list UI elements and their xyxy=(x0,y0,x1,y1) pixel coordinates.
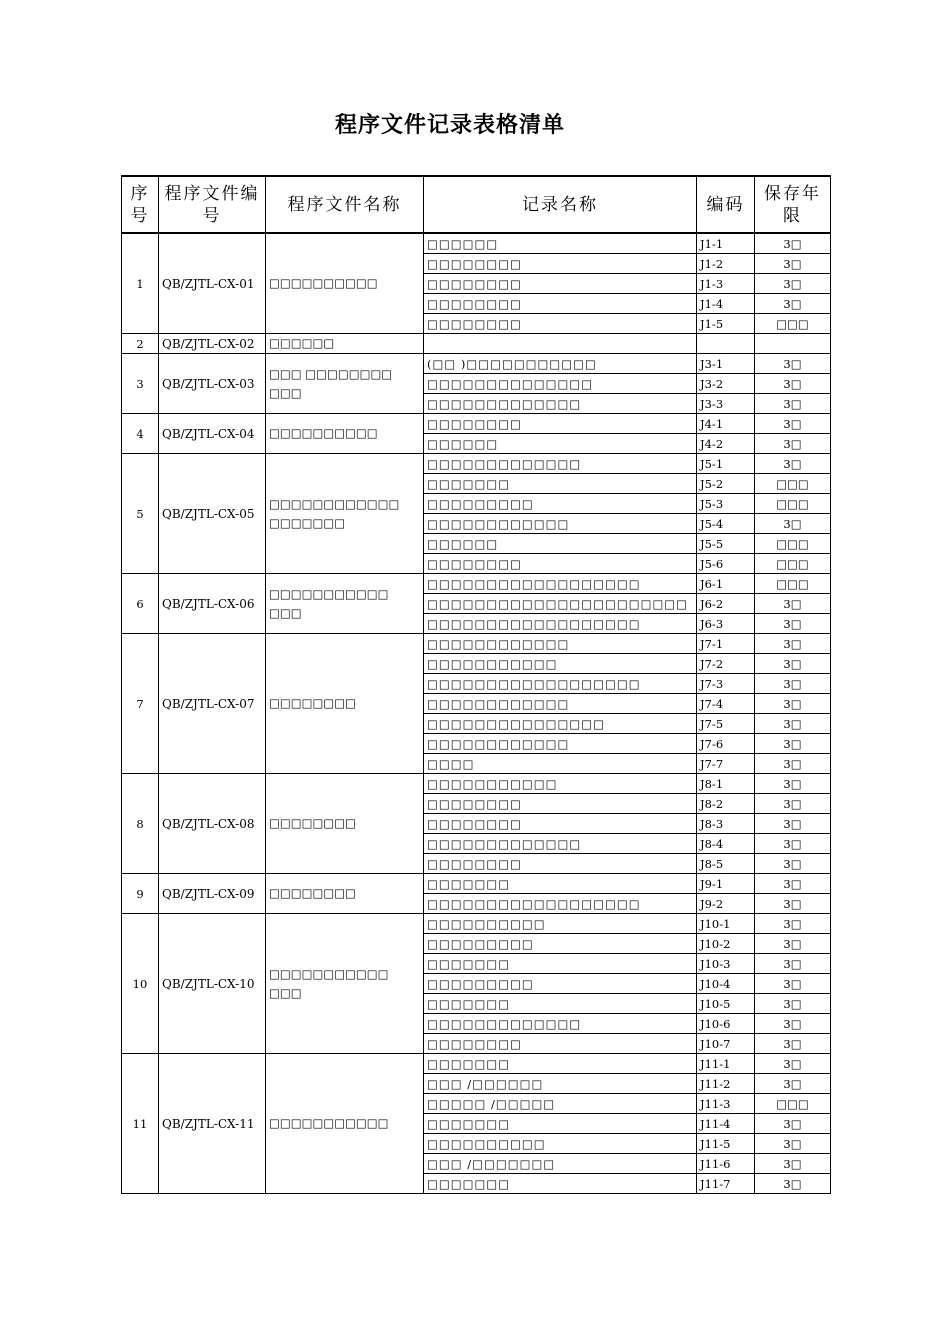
retention-cell: 3□ xyxy=(755,594,831,614)
record-code-cell: J6-1 xyxy=(697,574,755,594)
proc-no-cell: QB/ZJTL-CX-06 xyxy=(159,574,266,634)
record-code-cell: J4-2 xyxy=(697,434,755,454)
proc-name-cell: □□□□□□□□□□□□ □□□□□□□ xyxy=(266,454,424,574)
record-code-cell: J6-2 xyxy=(697,594,755,614)
record-name-cell: □□□□□□□ xyxy=(424,1054,697,1074)
document-title: 程序文件记录表格清单 xyxy=(334,113,565,138)
record-code-cell: J7-3 xyxy=(697,674,755,694)
retention-cell: 3□ xyxy=(755,774,831,794)
retention-cell: 3□ xyxy=(755,1034,831,1054)
retention-cell: 3□ xyxy=(755,714,831,734)
record-name-cell: □□□□□□□□□□□ xyxy=(424,654,697,674)
proc-name-cell: □□□□□□□□□□ xyxy=(266,414,424,454)
retention-cell: 3□ xyxy=(755,514,831,534)
retention-cell: 3□ xyxy=(755,954,831,974)
retention-cell: 3□ xyxy=(755,894,831,914)
record-code-cell: J8-2 xyxy=(697,794,755,814)
record-code-cell: J10-2 xyxy=(697,934,755,954)
table-row xyxy=(122,914,831,934)
record-name-cell: □□□□□□□□□□□□ xyxy=(424,514,697,534)
retention-cell: □□□ xyxy=(755,1094,831,1114)
proc-no-cell: QB/ZJTL-CX-02 xyxy=(159,334,266,354)
record-name-cell: □□□□□□□□□□□□□ xyxy=(424,454,697,474)
retention-cell: □□□ xyxy=(755,494,831,514)
record-name-cell: □□□ /□□□□□□ xyxy=(424,1074,697,1094)
retention-cell: 3□ xyxy=(755,254,831,274)
table-body xyxy=(122,233,831,1194)
record-name-cell: □□□□□□□□□□□□□□□□□□ xyxy=(424,674,697,694)
retention-cell: 3□ xyxy=(755,1054,831,1074)
record-code-cell: J9-1 xyxy=(697,874,755,894)
record-name-cell: (□□ )□□□□□□□□□□□ xyxy=(424,354,697,374)
proc-no-cell: QB/ZJTL-CX-01 xyxy=(159,233,266,334)
record-name-cell: □□□□□□□□□□□□ xyxy=(424,634,697,654)
proc-no-cell: QB/ZJTL-CX-05 xyxy=(159,454,266,574)
record-code-cell: J5-2 xyxy=(697,474,755,494)
retention-cell: □□□ xyxy=(755,314,831,334)
seq-cell: 9 xyxy=(122,874,159,914)
record-name-cell: □□□□□□□□ xyxy=(424,414,697,434)
record-code-cell: J11-5 xyxy=(697,1134,755,1154)
record-code-cell: J1-2 xyxy=(697,254,755,274)
table-row xyxy=(122,233,831,254)
retention-cell: 3□ xyxy=(755,374,831,394)
retention-cell: 3□ xyxy=(755,1074,831,1094)
seq-cell: 2 xyxy=(122,334,159,354)
retention-cell: 3□ xyxy=(755,1134,831,1154)
record-code-cell: J7-6 xyxy=(697,734,755,754)
seq-cell: 1 xyxy=(122,233,159,334)
record-name-cell: □□□□□□□□□□□□□□□□□□□□□□ xyxy=(424,594,697,614)
retention-cell xyxy=(755,334,831,354)
record-code-cell: J1-3 xyxy=(697,274,755,294)
record-code-cell: J8-3 xyxy=(697,814,755,834)
table-row xyxy=(122,414,831,434)
seq-cell: 6 xyxy=(122,574,159,634)
retention-cell: 3□ xyxy=(755,874,831,894)
retention-cell: 3□ xyxy=(755,394,831,414)
record-code-cell: J11-1 xyxy=(697,1054,755,1074)
record-code-cell: J10-3 xyxy=(697,954,755,974)
record-code-cell: J10-4 xyxy=(697,974,755,994)
retention-cell: 3□ xyxy=(755,414,831,434)
retention-cell: 3□ xyxy=(755,274,831,294)
record-name-cell: □□□□ xyxy=(424,754,697,774)
proc-no-cell: QB/ZJTL-CX-04 xyxy=(159,414,266,454)
table-row xyxy=(122,1054,831,1074)
seq-cell: 5 xyxy=(122,454,159,574)
record-name-cell: □□□□□ /□□□□□ xyxy=(424,1094,697,1114)
record-name-cell: □□□□□□□ xyxy=(424,1114,697,1134)
record-code-cell: J7-7 xyxy=(697,754,755,774)
retention-cell: 3□ xyxy=(755,1114,831,1134)
record-name-cell: □□□□□□□ xyxy=(424,994,697,1014)
record-code-cell: J8-5 xyxy=(697,854,755,874)
retention-cell: 3□ xyxy=(755,1154,831,1174)
records-table xyxy=(121,175,831,1194)
proc-no-cell: QB/ZJTL-CX-03 xyxy=(159,354,266,414)
record-name-cell: □□□□□□□□□□ xyxy=(424,914,697,934)
record-name-cell: □□□□□□□□□ xyxy=(424,934,697,954)
record-name-cell: □□□□□□□□□□□□□□□ xyxy=(424,714,697,734)
retention-cell: 3□ xyxy=(755,734,831,754)
proc-name-cell: □□□□□□□□ xyxy=(266,874,424,914)
proc-name-cell: □□□ □□□□□□□□ □□□ xyxy=(266,354,424,414)
record-code-cell: J7-2 xyxy=(697,654,755,674)
record-code-cell: J7-4 xyxy=(697,694,755,714)
proc-name-cell: □□□□□□ xyxy=(266,334,424,354)
record-name-cell: □□□□□□□ xyxy=(424,874,697,894)
retention-cell: □□□ xyxy=(755,534,831,554)
record-name-cell: □□□□□□□ xyxy=(424,954,697,974)
record-code-cell: J5-6 xyxy=(697,554,755,574)
seq-cell: 7 xyxy=(122,634,159,774)
header-retention: 保存年限 xyxy=(755,176,831,233)
record-name-cell: □□□□□□□□□□□□□ xyxy=(424,834,697,854)
record-name-cell: □□□□□□ xyxy=(424,434,697,454)
proc-name-cell: □□□□□□□□ xyxy=(266,634,424,774)
retention-cell: 3□ xyxy=(755,1014,831,1034)
record-name-cell: □□□□□□□□ xyxy=(424,254,697,274)
record-code-cell: J10-7 xyxy=(697,1034,755,1054)
record-name-cell: □□□□□□□ xyxy=(424,1174,697,1194)
proc-name-cell: □□□□□□□□□□□ xyxy=(266,1054,424,1194)
record-code-cell: J8-4 xyxy=(697,834,755,854)
proc-no-cell: QB/ZJTL-CX-08 xyxy=(159,774,266,874)
record-name-cell: □□□□□□□□ xyxy=(424,554,697,574)
record-code-cell: J11-6 xyxy=(697,1154,755,1174)
header-seq: 序号 xyxy=(122,176,159,233)
record-name-cell: □□□□□□□□□□ xyxy=(424,1134,697,1154)
proc-no-cell: QB/ZJTL-CX-07 xyxy=(159,634,266,774)
record-code-cell xyxy=(697,334,755,354)
record-name-cell: □□□□□□□□ xyxy=(424,814,697,834)
header-proc-name: 程序文件名称 xyxy=(266,176,424,233)
record-name-cell: □□□ /□□□□□□□ xyxy=(424,1154,697,1174)
record-name-cell: □□□□□□ xyxy=(424,534,697,554)
table-row xyxy=(122,574,831,594)
record-name-cell: □□□□□□□□□□□□□□□□□□ xyxy=(424,614,697,634)
seq-cell: 10 xyxy=(122,914,159,1054)
retention-cell: 3□ xyxy=(755,794,831,814)
record-name-cell: □□□□□□□□ xyxy=(424,1034,697,1054)
record-name-cell: □□□□□□□□ xyxy=(424,294,697,314)
retention-cell: 3□ xyxy=(755,434,831,454)
record-code-cell: J1-5 xyxy=(697,314,755,334)
record-name-cell: □□□□□□□□□□□□□□ xyxy=(424,374,697,394)
record-code-cell: J3-2 xyxy=(697,374,755,394)
table-row xyxy=(122,634,831,654)
record-name-cell: □□□□□□□□□□□□□ xyxy=(424,1014,697,1034)
retention-cell: 3□ xyxy=(755,294,831,314)
record-name-cell: □□□□□□□□□ xyxy=(424,974,697,994)
record-name-cell: □□□□□□□□ xyxy=(424,854,697,874)
record-name-cell: □□□□□□□□□□□□ xyxy=(424,694,697,714)
record-name-cell: □□□□□□□□ xyxy=(424,314,697,334)
record-name-cell: □□□□□□□□□ xyxy=(424,494,697,514)
record-code-cell: J3-1 xyxy=(697,354,755,374)
table-row xyxy=(122,454,831,474)
retention-cell: □□□ xyxy=(755,474,831,494)
table-row xyxy=(122,354,831,374)
table-row xyxy=(122,874,831,894)
header-proc-no: 程序文件编号 xyxy=(159,176,266,233)
record-code-cell: J9-2 xyxy=(697,894,755,914)
proc-name-cell: □□□□□□□□□□ xyxy=(266,233,424,334)
record-code-cell: J5-3 xyxy=(697,494,755,514)
retention-cell: 3□ xyxy=(755,674,831,694)
header-code: 编码 xyxy=(697,176,755,233)
retention-cell: 3□ xyxy=(755,233,831,254)
retention-cell: 3□ xyxy=(755,634,831,654)
seq-cell: 4 xyxy=(122,414,159,454)
proc-no-cell: QB/ZJTL-CX-10 xyxy=(159,914,266,1054)
retention-cell: 3□ xyxy=(755,934,831,954)
seq-cell: 3 xyxy=(122,354,159,414)
retention-cell: 3□ xyxy=(755,454,831,474)
record-name-cell: □□□□□□□□□□□□ xyxy=(424,734,697,754)
table-row xyxy=(122,334,831,354)
record-code-cell: J10-5 xyxy=(697,994,755,1014)
record-code-cell: J1-1 xyxy=(697,233,755,254)
record-code-cell: J4-1 xyxy=(697,414,755,434)
record-code-cell: J11-4 xyxy=(697,1114,755,1134)
record-code-cell: J8-1 xyxy=(697,774,755,794)
header-row xyxy=(122,176,831,233)
record-code-cell: J10-6 xyxy=(697,1014,755,1034)
retention-cell: 3□ xyxy=(755,754,831,774)
seq-cell: 8 xyxy=(122,774,159,874)
record-code-cell: J5-4 xyxy=(697,514,755,534)
record-code-cell: J6-3 xyxy=(697,614,755,634)
retention-cell: 3□ xyxy=(755,694,831,714)
record-name-cell: □□□□□□□□□□□□□□□□□□ xyxy=(424,574,697,594)
retention-cell: 3□ xyxy=(755,854,831,874)
record-name-cell: □□□□□□□□□□□□□□□□□□ xyxy=(424,894,697,914)
record-name-cell: □□□□□□□□□□□ xyxy=(424,774,697,794)
proc-name-cell: □□□□□□□□□□□ □□□ xyxy=(266,574,424,634)
seq-cell: 11 xyxy=(122,1054,159,1194)
retention-cell: 3□ xyxy=(755,354,831,374)
retention-cell: 3□ xyxy=(755,614,831,634)
retention-cell: 3□ xyxy=(755,914,831,934)
record-name-cell xyxy=(424,334,697,354)
record-code-cell: J10-1 xyxy=(697,914,755,934)
retention-cell: 3□ xyxy=(755,654,831,674)
record-name-cell: □□□□□□□□ xyxy=(424,274,697,294)
retention-cell: 3□ xyxy=(755,994,831,1014)
record-name-cell: □□□□□□□ xyxy=(424,474,697,494)
record-code-cell: J11-3 xyxy=(697,1094,755,1114)
proc-name-cell: □□□□□□□□□□□ □□□ xyxy=(266,914,424,1054)
retention-cell: □□□ xyxy=(755,554,831,574)
retention-cell: 3□ xyxy=(755,834,831,854)
proc-name-cell: □□□□□□□□ xyxy=(266,774,424,874)
proc-no-cell: QB/ZJTL-CX-11 xyxy=(159,1054,266,1194)
retention-cell: □□□ xyxy=(755,574,831,594)
record-code-cell: J7-1 xyxy=(697,634,755,654)
record-code-cell: J11-7 xyxy=(697,1174,755,1194)
retention-cell: 3□ xyxy=(755,974,831,994)
record-name-cell: □□□□□□□□ xyxy=(424,794,697,814)
record-code-cell: J1-4 xyxy=(697,294,755,314)
record-code-cell: J7-5 xyxy=(697,714,755,734)
header-record-name: 记录名称 xyxy=(424,176,697,233)
record-code-cell: J5-5 xyxy=(697,534,755,554)
record-code-cell: J5-1 xyxy=(697,454,755,474)
retention-cell: 3□ xyxy=(755,1174,831,1194)
table-row xyxy=(122,774,831,794)
record-name-cell: □□□□□□ xyxy=(424,233,697,254)
record-code-cell: J11-2 xyxy=(697,1074,755,1094)
record-code-cell: J3-3 xyxy=(697,394,755,414)
record-name-cell: □□□□□□□□□□□□□ xyxy=(424,394,697,414)
proc-no-cell: QB/ZJTL-CX-09 xyxy=(159,874,266,914)
retention-cell: 3□ xyxy=(755,814,831,834)
